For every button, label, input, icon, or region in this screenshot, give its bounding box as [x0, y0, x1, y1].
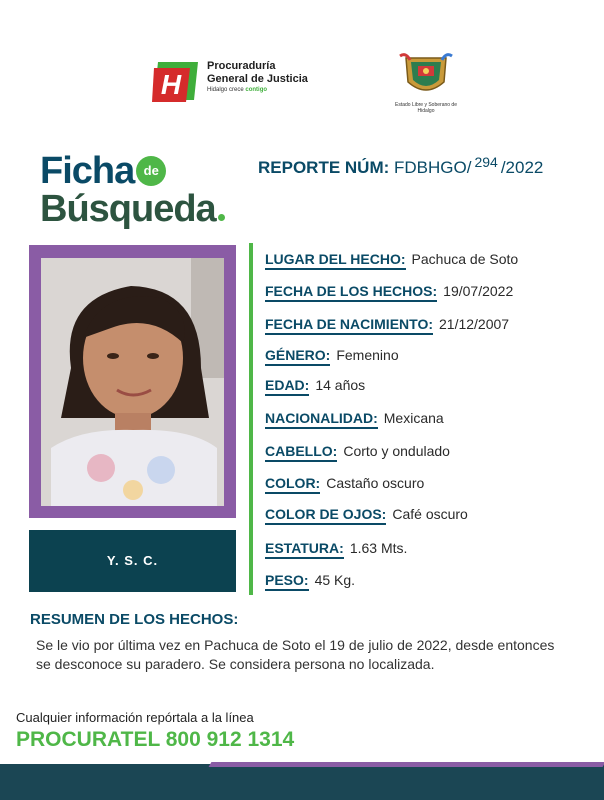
report-label: REPORTE NÚM:: [258, 158, 390, 177]
header: [0, 52, 604, 122]
pgj-logo-icon: [152, 60, 200, 102]
coat-of-arms-icon: [398, 52, 454, 100]
page-title: [40, 152, 225, 228]
title-de-badge: de: [136, 156, 166, 186]
field-estatura: ESTATURA: 1.63 Mts.: [265, 540, 407, 556]
field-edad: EDAD: 14 años: [265, 377, 365, 393]
field-color-ojos: COLOR DE OJOS: Café oscuro: [265, 506, 468, 522]
field-fecha-nacimiento: FECHA DE NACIMIENTO: 21/12/2007: [265, 316, 509, 332]
contact-hotline: PROCURATEL 800 912 1314: [16, 728, 295, 751]
report-number: [258, 154, 543, 178]
field-genero: GÉNERO: Femenino: [265, 347, 399, 363]
logo-mark: H: [160, 69, 182, 100]
field-color: COLOR: Castaño oscuro: [265, 475, 424, 491]
summary-heading: RESUMEN DE LOS HECHOS:: [30, 611, 239, 628]
person-name: Y. S. C.: [29, 530, 236, 592]
org-tagline: Hidalgo crece contigo: [207, 87, 268, 93]
summary-text: Se le vio por última vez en Pachuca de Soto el 19 de julio de 2022, desde entonces se desconoce su paradero. Se considera persona no localizada.: [36, 637, 555, 672]
field-cabello: CABELLO: Corto y ondulado: [265, 443, 450, 459]
org-line2: General de Justicia: [207, 73, 308, 85]
title-busqueda: Búsqueda: [40, 190, 225, 228]
divider-bar: [249, 243, 253, 595]
contact-prompt: Cualquier información repórtala a la línea: [16, 710, 254, 725]
field-fecha-hechos: FECHA DE LOS HECHOS: 19/07/2022: [265, 283, 513, 299]
org-name: [207, 60, 347, 93]
field-lugar: LUGAR DEL HECHO: Pachuca de Soto: [265, 251, 518, 267]
person-photo: [41, 258, 224, 506]
field-nacionalidad: NACIONALIDAD: Mexicana: [265, 410, 444, 426]
org-line1: Procuraduría: [207, 60, 276, 72]
photo-frame: [29, 245, 236, 518]
footer-accent-stripe: [209, 762, 604, 767]
coat-caption: Estado Libre y Soberano de Hidalgo: [395, 102, 457, 114]
footer-band: [0, 764, 604, 800]
person-photo-illustration: [41, 258, 224, 506]
title-ficha: Ficha: [40, 150, 135, 192]
report-suffix: /2022: [500, 158, 544, 177]
report-num: 294: [474, 154, 498, 170]
field-peso: PESO: 45 Kg.: [265, 572, 355, 588]
title-dot-icon: [218, 214, 225, 221]
report-prefix: FDBHGO/: [394, 158, 472, 177]
